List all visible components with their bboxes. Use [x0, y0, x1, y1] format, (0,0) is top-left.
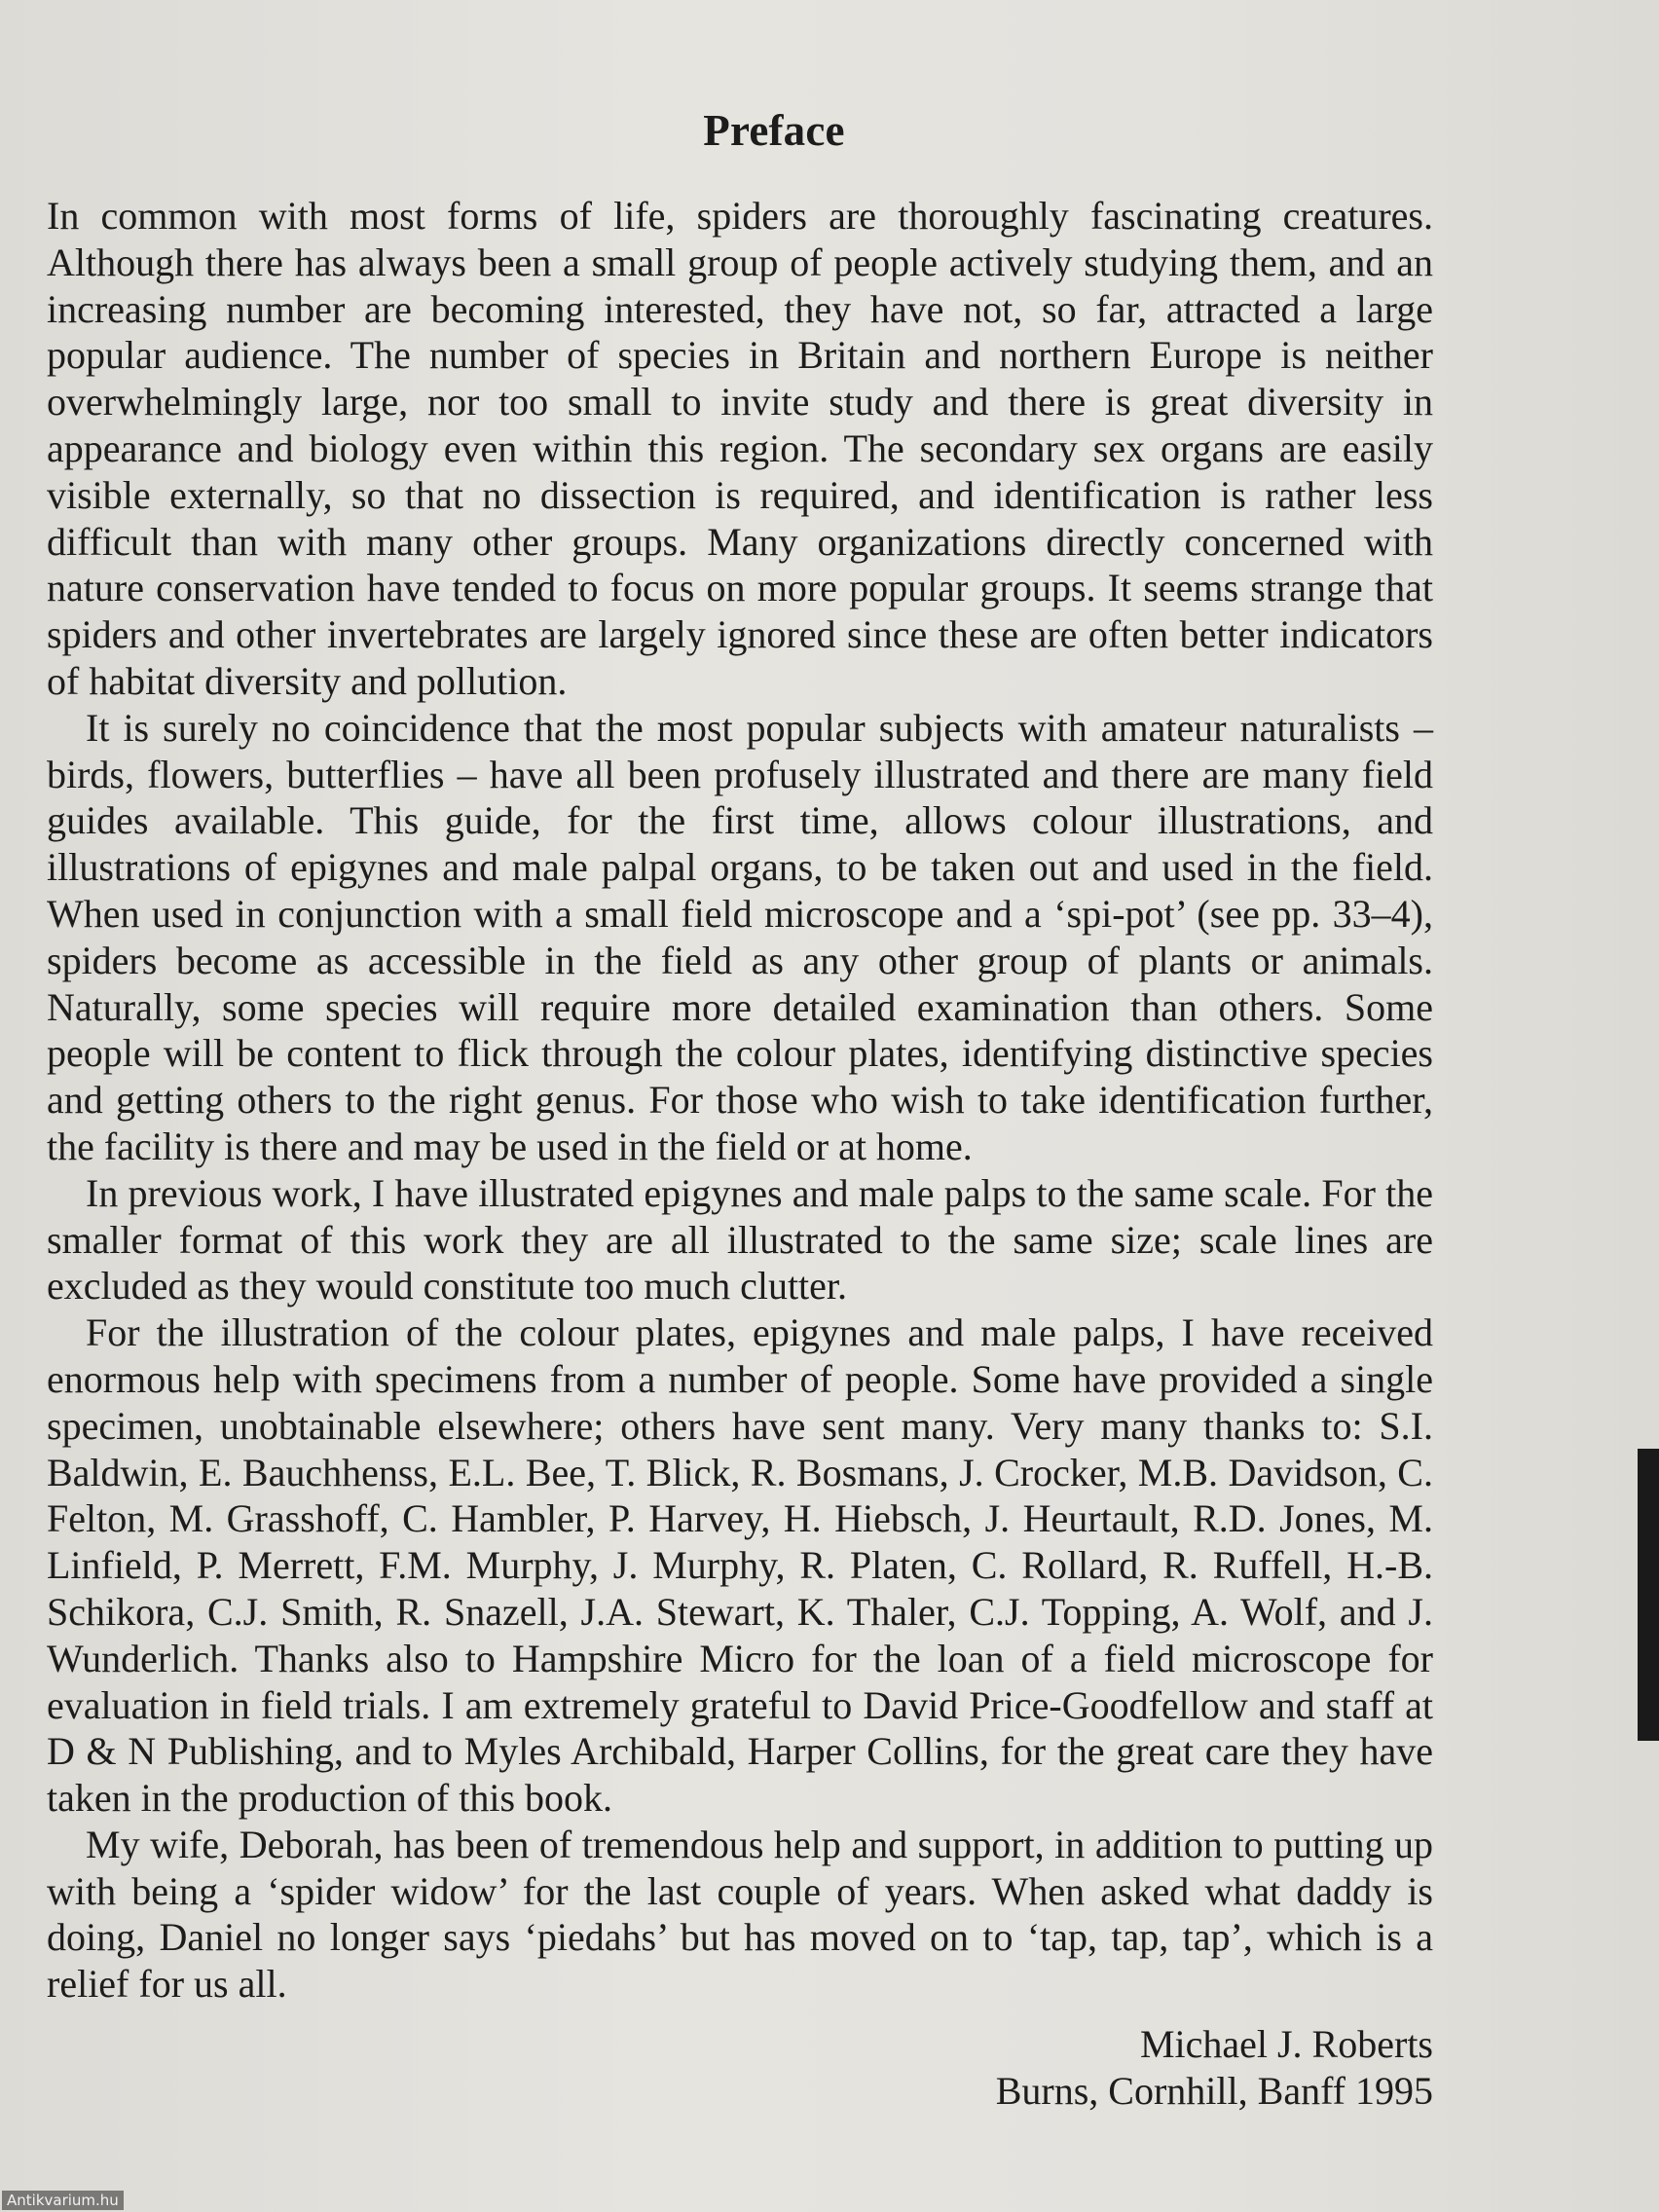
author-place-date: Burns, Cornhill, Banff 1995	[995, 2068, 1433, 2113]
paragraph-4: For the illustration of the colour plates, epigynes and male palps, I have received enormous help with specimens from a number of people. Some have provided a single specimen, unobtainable elsewhere; others have sent many. Very many thanks to: S.I. Baldwin, E. Bauchhenss, E.L. Bee, T. Blick, R. Bosmans, J. Crocker, M.B. Davidson, C. Felton, M. Grasshoff, C. Hambler, P. Harvey, H. Hiebsch, J. Heurtault, R.D. Jones, M. Linfield, P. Merrett, F.M. Murphy, J. Murphy, R. Platen, C. Rollard, R. Ruffell, H.-B. Schikora, C.J. Smith, R. Snazell, J.A. Stewart, K. Thaler, C.J. Topping, A. Wolf, and J. Wunderlich. Thanks also to Hampshire Micro for the loan of a field microscope for evaluation in field trials. I am extremely grateful to David Price-Goodfellow and staff at D & N Publishing, and to Myles Archibald, Harper Collins, for the great care they have taken in the production of this book.	[47, 1310, 1433, 1821]
signature-block	[47, 2021, 1433, 2115]
author-name: Michael J. Roberts	[1139, 2022, 1433, 2067]
paragraph-1: In common with most forms of life, spiders are thoroughly fascinating creatures. Although there has always been a small group of people actively studying them, and an increasing number are becoming interested, they have not, so far, attracted a large popular audience. The number of species in Britain and northern Europe is neither overwhelmingly large, nor too small to invite study and there is great diversity in appearance and biology even within this region. The secondary sex organs are easily visible externally, so that no dissection is required, and identification is rather less difficult than with many other groups. Many organizations directly concerned with nature conservation have tended to focus on more popular groups. It seems strange that spiders and other invertebrates are largely ignored since these are often better indicators of habitat diversity and pollution.	[47, 194, 1433, 703]
paragraph-5: My wife, Deborah, has been of tremendous help and support, in addition to putting up with being a ‘spider widow’ for the last couple of years. When asked what daddy is doing, Daniel no longer says ‘piedahs’ but has moved on to ‘tap, tap, tap’, which is a relief for us all.	[47, 1822, 1433, 2007]
watermark-label: Antikvarium.hu	[2, 2191, 124, 2210]
paragraph-2: It is surely no coincidence that the most popular subjects with amateur naturalists – birds, flowers, butterflies – have all been profusely illustrated and there are many field guides available. This guide, for the first time, allows colour illustrations, and illustrations of epigynes and male palpal organs, to be taken out and used in the field. When used in conjunction with a small field microscope and a ‘spi-pot’ (see pp. 33–4), spiders become as accessible in the field as any other group of plants or animals. Naturally, some species will require more detailed examination than others. Some people will be content to flick through the colour plates, identifying distinctive species and getting others to the right genus. For those who wish to take identification further, the facility is there and may be used in the field or at home.	[47, 705, 1433, 1168]
page-title: Preface	[703, 106, 845, 155]
page-content	[47, 105, 1433, 2115]
page-edge-tab	[1638, 1449, 1659, 1741]
paragraph-3: In previous work, I have illustrated epigynes and male palps to the same scale. For the smaller format of this work they are all illustrated to the same size; scale lines are excluded as they would constitute too much clutter.	[47, 1170, 1433, 1309]
